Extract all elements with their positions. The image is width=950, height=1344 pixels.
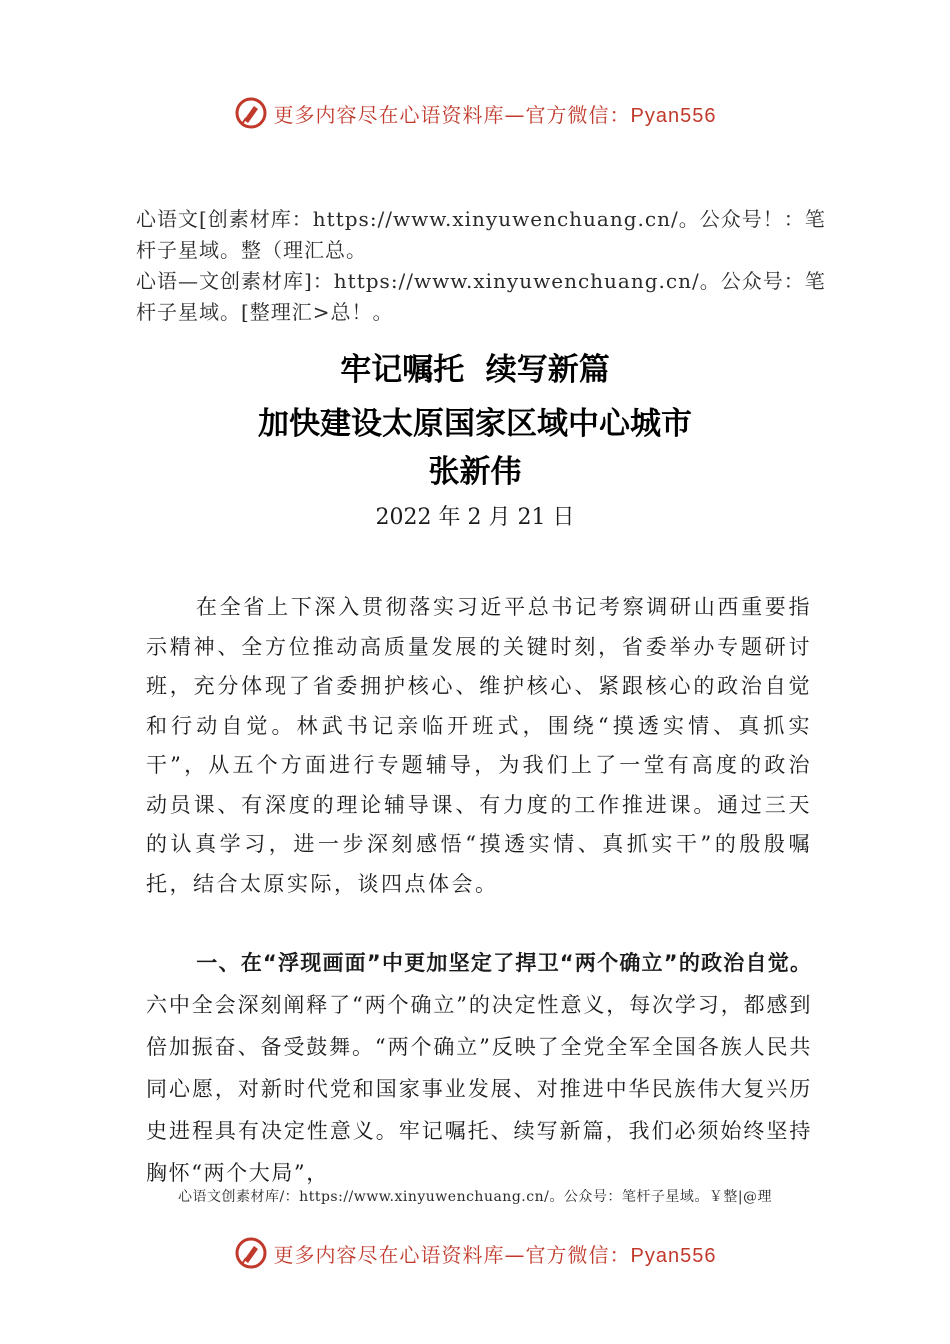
bottom-banner [0, 1236, 950, 1270]
paragraph-intro: 在全省上下深入贯彻落实习近平总书记考察调研山西重要指示精神、全方位推动高质量发展的关键时刻，省委举办专题研讨班，充分体现了省委拥护核心、维护核心、紧跟核心的政治自觉和行动自觉。林武书记亲临开班式，围绕“摸透实情、真抓实干”，从五个方面进行专题辅导，为我们上了一堂有高度的政治动员课、有深度的理论辅导课、有力度的工作推进课。通过三天的认真学习，进一步深刻感悟“摸透实情、真抓实干”的殷殷嘱托，结合太原实际，谈四点体会。 [146, 595, 812, 896]
pen-nib-logo-icon [234, 1236, 268, 1270]
watermark-line-2: 心语—文创素材库]：https://www.xinyuwenchuang.cn/。公众号：笔杆子星域。[整理汇>总！。 [136, 269, 826, 324]
pen-nib-logo-icon [234, 96, 268, 130]
banner-text: 更多内容尽在心语资料库—官方微信：Pyan556 [273, 102, 717, 127]
paragraph-section-1 [146, 942, 812, 1194]
document-title-line-1: 牢记嘱托 续写新篇 [340, 352, 610, 388]
document-author: 张新伟 [428, 454, 522, 490]
footer-watermark: 心语文创素材库/：https://www.xinyuwenchuang.cn/。公众号：笔杆子星域。￥整|@理 [177, 1189, 773, 1205]
watermark-line-1: 心语文[创素材库：https://www.xinyuwenchuang.cn/。公众号！：笔杆子星域。整（理汇总。 [136, 207, 826, 262]
document-title-line-2: 加快建设太原国家区域中心城市 [258, 406, 692, 442]
document-date: 2022 年 2 月 21 日 [375, 505, 575, 530]
section-1-heading: 一、在“浮现画面”中更加坚定了捍卫“两个确立”的政治自觉。 [196, 951, 812, 975]
banner-text: 更多内容尽在心语资料库—官方微信：Pyan556 [273, 1242, 717, 1267]
top-banner [0, 96, 950, 130]
section-1-text: 六中全会深刻阐释了“两个确立”的决定性意义，每次学习，都感到倍加振奋、备受鼓舞。“两个确立”反映了全党全军全国各族人民共同心愿，对新时代党和国家事业发展、对推进中华民族伟大复兴历史进程具有决定性意义。牢记嘱托、续写新篇，我们必须始终坚持胸怀“两个大局”， [146, 993, 812, 1185]
